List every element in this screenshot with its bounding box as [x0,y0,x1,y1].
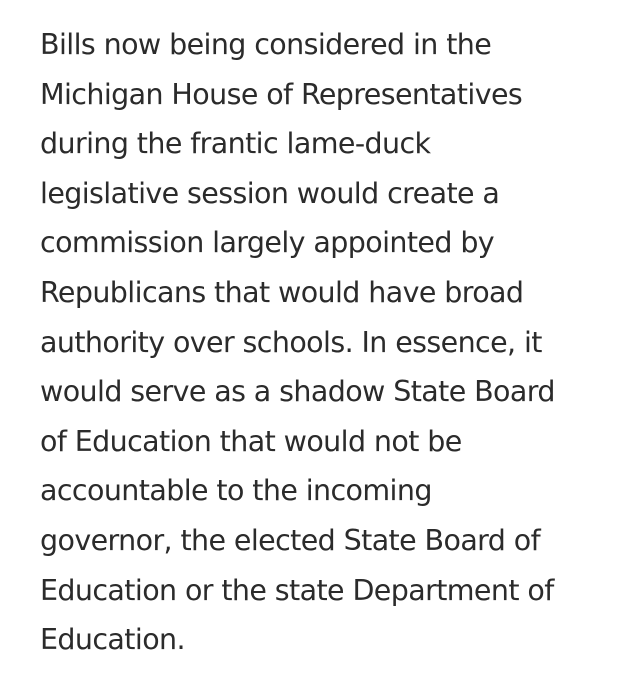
paragraph-line: during the frantic lame-duck [40,127,431,161]
paragraph-line: commission largely appointed by [40,226,495,260]
paragraph-line: governor, the elected State Board of [40,523,541,557]
paragraph-line: Bills now being considered in the [40,28,492,61]
paragraph-line: would serve as a shadow State Board [40,375,555,409]
paragraph-line: of Education that would not be [40,424,462,458]
paragraph-line: Education. [40,623,185,657]
paragraph-line: authority over schools. In essence, it [40,325,542,359]
paragraph-line: accountable to the incoming [40,474,432,508]
paragraph-line: Republicans that would have broad [40,275,524,309]
article-paragraph [40,20,630,665]
paragraph-line: Michigan House of Representatives [40,77,523,111]
paragraph-line: Education or the state Department of [40,573,554,607]
paragraph-line: legislative session would create a [40,176,500,210]
